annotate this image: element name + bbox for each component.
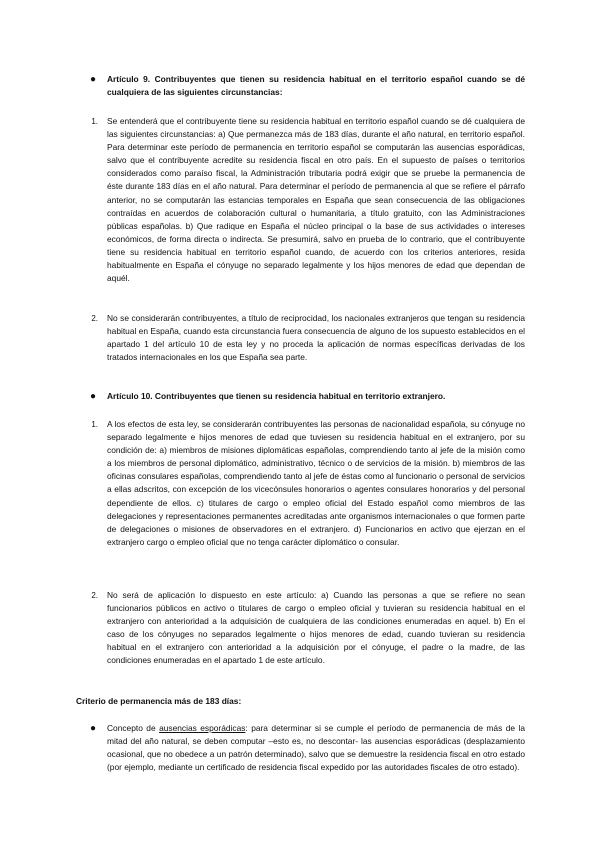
- article-10-heading: Artículo 10. Contribuyentes que tienen su residencia habitual en territorio extranjero.: [107, 391, 446, 401]
- bullet-icon: ●: [89, 391, 96, 402]
- criterio-heading: Criterio de permanencia más de 183 días:: [76, 696, 242, 706]
- article-9-item-2-text: No se considerarán contribuyentes, a título de reciprocidad, los nacionales extranjeros que tengan su residencia habitual en España, cuando esta circunstancia fuera consecuencia de alguno de los supuesto establecidos en el apartado 1 del artículo 10 de esta ley y no proceda la aplicación de normas específicas derivadas de los tratados internacionales en los que España sea parte.: [107, 313, 525, 363]
- criterio-item-text: [107, 722, 525, 774]
- criterio-prefix: Concepto de: [107, 723, 160, 733]
- article-9-heading-row: [0, 73, 600, 101]
- article-10-item-2-text: No será de aplicación lo dispuesto en este artículo: a) Cuando las personas a que se refiere no sean funcionarios públicos en activo o titulares de cargo o empleo oficial y tuvieran su residencia habitual en el extranjero con anterioridad a la adquisición de cualquiera de las condiciones enumeradas en aquel. b) En el caso de los cónyuges no separados legalmente o hijos menores de edad, cuando tuvieran su residencia habitual en el extranjero con anterioridad a la adquisición por el cónyuge, el padre o la madre, de las condiciones enumeradas en el apartado 1 de este artículo.: [107, 590, 525, 666]
- list-number: 2.: [91, 314, 98, 323]
- criterio-body: : para determinar si se cumple el período de permanencia de más de la mitad del año natural, se deben computar –esto es, no descontar- las ausencias esporádicas (desplazamiento ocasional, que no obedece a un patrón determinado), salvo que se demuestre la residencia fiscal en otro estado (por ejemplo, mediante un certificado de residencia fiscal expedido por las autoridades fiscales de otro estado).: [107, 723, 525, 773]
- article-10-item-1-text: A los efectos de esta ley, se considerarán contribuyentes las personas de nacionalidad española, su cónyuge no separado legalmente e hijos menores de edad que tuviesen su residencia habitual en el extranjero, por su condición de: a) miembros de misiones diplomáticas españolas, comprendiendo tanto al jefe de la misión como a los miembros de personal diplomático, administrativo, técnico o de servicios de la misión. b) miembros de las oficinas consulares españolas, comprendiendo tanto al jefe de éstas como al funcionario o personal de servicios a ellas adscritos, con excepción de los vicecónsules honorarios o agentes consulares honorarios y del personal dependiente de ellos. c) titulares de cargo o empleo oficial del Estado español como miembros de las delegaciones y representaciones permanentes acreditadas ante organismos internacionales o que formen parte de delegaciones o misiones de observadores en el extranjero. d) Funcionarios en activo que ejerzan en el extranjero cargo o empleo oficial que no tenga carácter diplomático o consular.: [107, 419, 525, 547]
- ausencias-esporadicas-link[interactable]: ausencias esporádicas: [159, 723, 246, 733]
- bullet-icon: ●: [89, 74, 96, 85]
- bullet-icon: ●: [89, 723, 96, 734]
- article-9-item-1-text: Se entenderá que el contribuyente tiene su residencia habitual en territorio español cuando se dé cualquiera de las siguientes circunstancias: a) Que permanezca más de 183 días, durante el año natural, en territorio español. Para determinar este período de permanencia en territorio español se computarán las ausencias esporádicas, salvo que el contribuyente acredite su residencia fiscal en otro país. En el supuesto de países o territorios considerados como paraíso fiscal, la Administración tributaria podrá exigir que se pruebe la permanencia de éste durante 183 días en el año natural. Para determinar el período de permanencia al que se refiere el párrafo anterior, no se computarán las estancias temporales en España que sean consecuencia de las obligaciones contraídas en acuerdos de colaboración cultural o humanitaria, a título gratuito, con las Administraciones públicas españolas. b) Que radique en España el núcleo principal o la base de sus actividades o intereses económicos, de forma directa o indirecta. Se presumirá, salvo en prueba de lo contrario, que el contribuyente tiene su residencia habitual en territorio español cuando, de acuerdo con los criterios anteriores, resida habitualmente en España el cónyuge no separado legalmente y los hijos menores de edad que dependan de aquél.: [107, 116, 525, 284]
- article-9-heading: Artículo 9. Contribuyentes que tienen su residencia habitual en el territorio español cuando se dé cualquiera de las siguientes circunstancias:: [107, 74, 525, 98]
- list-number: 1.: [91, 420, 98, 429]
- list-number: 1.: [91, 117, 98, 126]
- list-number: 2.: [91, 591, 98, 600]
